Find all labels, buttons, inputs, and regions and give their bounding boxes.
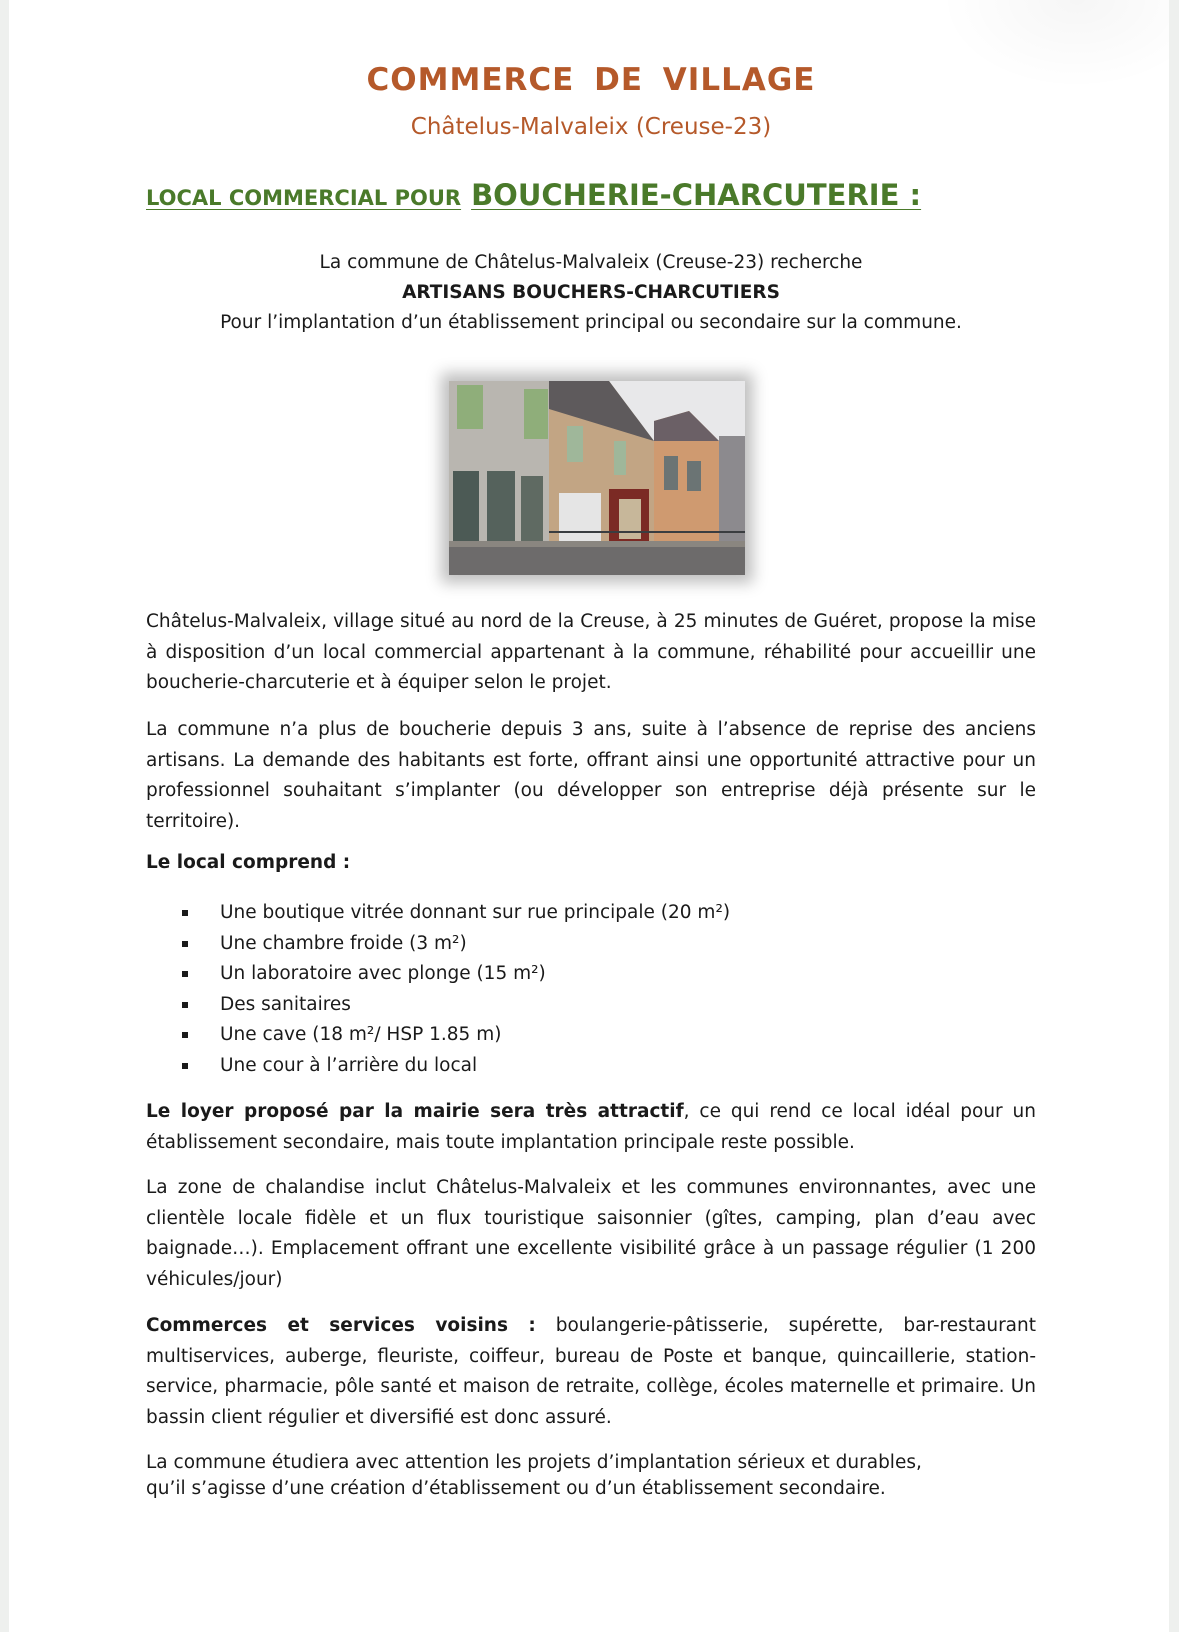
paragraph-rent: Le loyer proposé par la mairie sera très attractif, ce qui rend ce local idéal pour un établissement secondaire, mais toute implantation principale reste possible. bbox=[146, 1101, 1036, 1153]
section-heading-prefix: LOCAL COMMERCIAL POUR bbox=[146, 186, 462, 210]
list-item: Une cour à l’arrière du local bbox=[146, 1051, 730, 1082]
features-list bbox=[146, 898, 730, 1081]
intro-line-2: ARTISANS BOUCHERS-CHARCUTIERS bbox=[402, 282, 780, 303]
paragraph-neighbors: Commerces et services voisins : boulangerie-pâtisserie, supérette, bar-restaurant multiservices, auberge, fleuriste, coiffeur, bureau de Poste et banque, quincaillerie, station-service, pharmacie, pôle santé et maison de retraite, collège, écoles maternelle et primaire. Un bassin client régulier et diversifié est donc assuré. bbox=[146, 1315, 1036, 1428]
square-bullet-icon bbox=[182, 910, 188, 916]
intro-block bbox=[146, 248, 1036, 338]
section-heading-main: BOUCHERIE-CHARCUTERIE : bbox=[471, 178, 922, 212]
list-item: Une cave (18 m²/ HSP 1.85 m) bbox=[146, 1020, 730, 1051]
list-item: Une chambre froide (3 m²) bbox=[146, 929, 730, 960]
square-bullet-icon bbox=[182, 1002, 188, 1008]
section-heading bbox=[146, 178, 1036, 212]
paragraph-catchment: La zone de chalandise inclut Châtelus-Malvaleix et les communes environnantes, avec une clientèle locale fidèle et un flux touristique saisonnier (gîtes, camping, plan d’eau avec baignade…). Emplacement offrant une excellente visibilité grâce à un passage régulier (1 200 véhicules/jour) bbox=[146, 1177, 1036, 1290]
features-list-title: Le local comprend : bbox=[146, 852, 351, 873]
square-bullet-icon bbox=[182, 971, 188, 977]
street-photo-image bbox=[449, 381, 745, 575]
intro-line-3: Pour l’implantation d’un établissement principal ou secondaire sur la commune. bbox=[220, 312, 962, 333]
list-item: Un laboratoire avec plonge (15 m²) bbox=[146, 959, 730, 990]
square-bullet-icon bbox=[182, 941, 188, 947]
neighbors-label: Commerces et services voisins : bbox=[146, 1315, 536, 1336]
page-title: COMMERCE DE VILLAGE bbox=[366, 62, 816, 98]
paragraph-closing: La commune étudiera avec attention les projets d’implantation sérieux et durables, qu’il s’agisse d’une création d’établissement ou d’un établissement secondaire. bbox=[146, 1452, 922, 1499]
list-item: Des sanitaires bbox=[146, 990, 730, 1021]
document-page bbox=[9, 0, 1169, 1632]
intro-line-1: La commune de Châtelus-Malvaleix (Creuse-23) recherche bbox=[319, 252, 863, 273]
square-bullet-icon bbox=[182, 1032, 188, 1038]
square-bullet-icon bbox=[182, 1063, 188, 1069]
village-street-photo bbox=[449, 381, 745, 575]
page-subtitle: Châtelus-Malvaleix (Creuse-23) bbox=[410, 114, 772, 140]
rent-highlight: Le loyer proposé par la mairie sera très attractif bbox=[146, 1101, 684, 1122]
paragraph-location: Châtelus-Malvaleix, village situé au nord de la Creuse, à 25 minutes de Guéret, propose la mise à disposition d’un local commercial appartenant à la commune, réhabilité pour accueillir une boucherie-charcuterie et à équiper selon le projet. bbox=[146, 611, 1036, 693]
paragraph-demand: La commune n’a plus de boucherie depuis 3 ans, suite à l’absence de reprise des anciens artisans. La demande des habitants est forte, offrant ainsi une opportunité attractive pour un professionnel souhaitant s’implanter (ou développer son entreprise déjà présente sur le territoire). bbox=[146, 719, 1036, 832]
list-item: Une boutique vitrée donnant sur rue principale (20 m²) bbox=[146, 898, 730, 929]
